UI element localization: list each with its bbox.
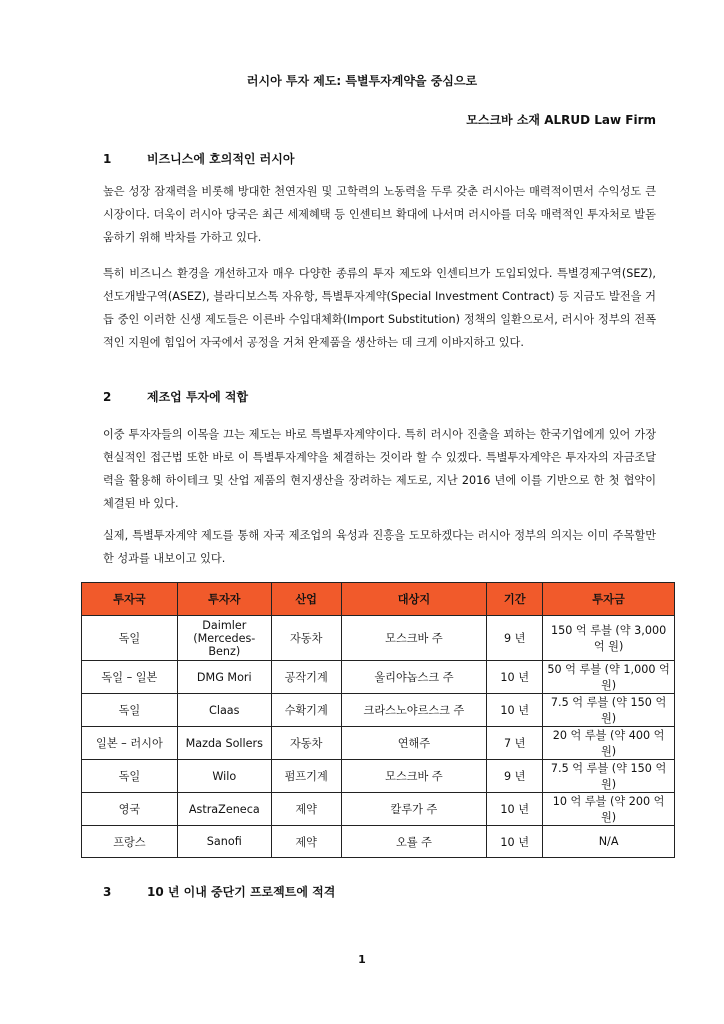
table-cell: 7.5 억 루블 (약 150 억 원): [543, 760, 675, 793]
table-cell: DMG Mori: [177, 661, 271, 694]
investment-table: [81, 582, 675, 858]
table-cell: 일본 – 러시아: [82, 727, 178, 760]
header-cell: 투자금: [543, 583, 675, 616]
table-cell: Daimler (Mercedes-Benz): [177, 616, 271, 661]
table-row: [82, 694, 675, 727]
table-cell: 크라스노야르스크 주: [341, 694, 487, 727]
section-title: 제조업 투자에 적합: [147, 390, 249, 404]
table-cell: 모스크바 주: [341, 616, 487, 661]
table-cell: 20 억 루블 (약 400 억 원): [543, 727, 675, 760]
table-cell: 50 억 루블 (약 1,000 억 원): [543, 661, 675, 694]
table-row: [82, 826, 675, 858]
header-cell: 투자국: [82, 583, 178, 616]
table-cell: 독일: [82, 694, 178, 727]
table-row: [82, 793, 675, 826]
paragraph: 실제, 특별투자계약 제도를 통해 자국 제조업의 육성과 진흥을 도모하겠다는 러시아 정부의 의지는 이미 주목할만한 성과를 내보이고 있다.: [103, 529, 656, 565]
table-cell: 독일: [82, 760, 178, 793]
table-cell: 9 년: [487, 616, 543, 661]
table-cell: 연해주: [341, 727, 487, 760]
table-row: [82, 760, 675, 793]
table-cell: 7 년: [487, 727, 543, 760]
header-cell: 기간: [487, 583, 543, 616]
table-cell: Sanofi: [177, 826, 271, 858]
section-3-heading: [103, 883, 335, 900]
table-cell: 울리야놉스크 주: [341, 661, 487, 694]
section-number: 3: [103, 885, 112, 899]
table-cell: 모스크바 주: [341, 760, 487, 793]
header-cell: 투자자: [177, 583, 271, 616]
table-cell: 공작기계: [271, 661, 341, 694]
table-cell: Claas: [177, 694, 271, 727]
header-cell: 대상지: [341, 583, 487, 616]
document-author: 모스크바 소재 ALRUD Law Firm: [466, 113, 656, 127]
document-title: 러시아 투자 제도: 특별투자계약을 중심으로: [246, 74, 478, 88]
table-row: [82, 616, 675, 661]
table-cell: 오룔 주: [341, 826, 487, 858]
table-cell: 10 년: [487, 694, 543, 727]
table-cell: 9 년: [487, 760, 543, 793]
paragraph: 이중 투자자들의 이목을 끄는 제도는 바로 특별투자계약이다. 특히 러시아 진출을 꾀하는 한국기업에게 있어 가장 현실적인 접근법 또한 바로 이 특별투자계약을 체결하는 것이라 할 수 있겠다. 특별투자계약은 투자자의 자금조달력을 활용해 하이테크 및 산업 제품의 현지생산을 장려하는 제도로, 지난 2016 년에 이를 기반으로 한 첫 협약이 체결된 바 있다.: [103, 428, 656, 510]
table-cell: 프랑스: [82, 826, 178, 858]
paragraph: 높은 성장 잠재력을 비롯해 방대한 천연자원 및 고학력의 노동력을 두루 갖춘 러시아는 매력적이면서 수익성도 큰 시장이다. 더욱이 러시아 당국은 최근 세제혜택 등 인센티브 확대에 나서며 러시아를 더욱 매력적인 투자처로 발돋움하기 위해 박차를 가하고 있다.: [103, 185, 656, 244]
table-cell: Mazda Sollers: [177, 727, 271, 760]
table-cell: 수확기계: [271, 694, 341, 727]
table-cell: 제약: [271, 826, 341, 858]
section-number: 1: [103, 152, 112, 166]
table-cell: 독일 – 일본: [82, 661, 178, 694]
table-cell: 칼루가 주: [341, 793, 487, 826]
section-number: 2: [103, 390, 112, 404]
table-row: [82, 661, 675, 694]
section-1-heading: [103, 150, 294, 167]
table-cell: 독일: [82, 616, 178, 661]
table-cell: 10 년: [487, 793, 543, 826]
table-cell: 영국: [82, 793, 178, 826]
table-cell: 7.5 억 루블 (약 150 억 원): [543, 694, 675, 727]
table-row: [82, 727, 675, 760]
table-header-row: [82, 583, 675, 616]
table-cell: 자동차: [271, 616, 341, 661]
section-title: 10 년 이내 중단기 프로젝트에 적격: [147, 885, 336, 899]
table-cell: 제약: [271, 793, 341, 826]
table-cell: Wilo: [177, 760, 271, 793]
section-2-heading: [103, 388, 248, 405]
section-title: 비즈니스에 호의적인 러시아: [147, 152, 295, 166]
table-cell: 10 년: [487, 826, 543, 858]
paragraph: 특히 비즈니스 환경을 개선하고자 매우 다양한 종류의 투자 제도와 인센티브가 도입되었다. 특별경제구역(SEZ), 선도개발구역(ASEZ), 블라디보스톡 자유항, 특별투자계약(Special Investment Contract) 등 지금도 발전을 거듭 중인 이러한 신생 제도들은 이른바 수입대체화(Import Substitution) 정책의 일환으로서, 러시아 정부의 전폭적인 지원에 힘입어 자국에서 공정을 거쳐 완제품을 생산하는 데 크게 이바지하고 있다.: [103, 267, 656, 349]
table-cell: 10 년: [487, 661, 543, 694]
table-cell: 10 억 루블 (약 200 억 원): [543, 793, 675, 826]
table-cell: 펌프기계: [271, 760, 341, 793]
header-cell: 산업: [271, 583, 341, 616]
table-cell: AstraZeneca: [177, 793, 271, 826]
table-cell: 자동차: [271, 727, 341, 760]
table-cell: N/A: [543, 826, 675, 858]
page-number: 1: [358, 953, 366, 966]
table-cell: 150 억 루블 (약 3,000 억 원): [543, 616, 675, 661]
